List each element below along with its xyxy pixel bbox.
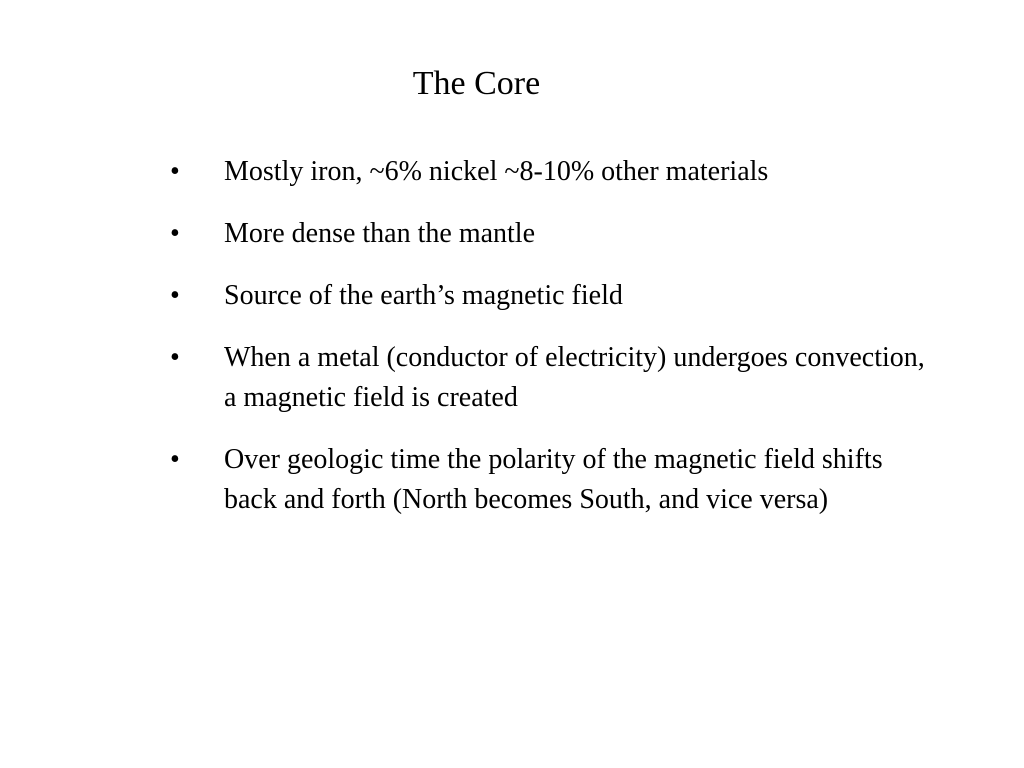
bullet-marker-icon: • <box>170 280 180 311</box>
bullet-item <box>168 338 928 418</box>
bullet-text: Source of the earth’s magnetic field <box>224 280 623 311</box>
bullet-marker-icon: • <box>170 444 180 475</box>
bullet-text: When a metal (conductor of electricity) undergoes convection, a magnetic field is created <box>224 342 925 413</box>
bullet-marker-icon: • <box>170 156 180 187</box>
bullet-item <box>168 214 928 254</box>
bullet-marker-icon: • <box>170 218 180 249</box>
bullet-text: Mostly iron, ~6% nickel ~8-10% other materials <box>224 156 769 187</box>
bullet-item <box>168 276 928 316</box>
bullet-marker-icon: • <box>170 342 180 373</box>
bullet-list <box>168 152 928 542</box>
slide-title: The Core <box>412 65 541 102</box>
bullet-item <box>168 152 928 192</box>
bullet-text: Over geologic time the polarity of the magnetic field shifts back and forth (North becomes South, and vice versa) <box>224 444 883 515</box>
bullet-item <box>168 440 928 520</box>
bullet-text: More dense than the mantle <box>224 218 536 249</box>
